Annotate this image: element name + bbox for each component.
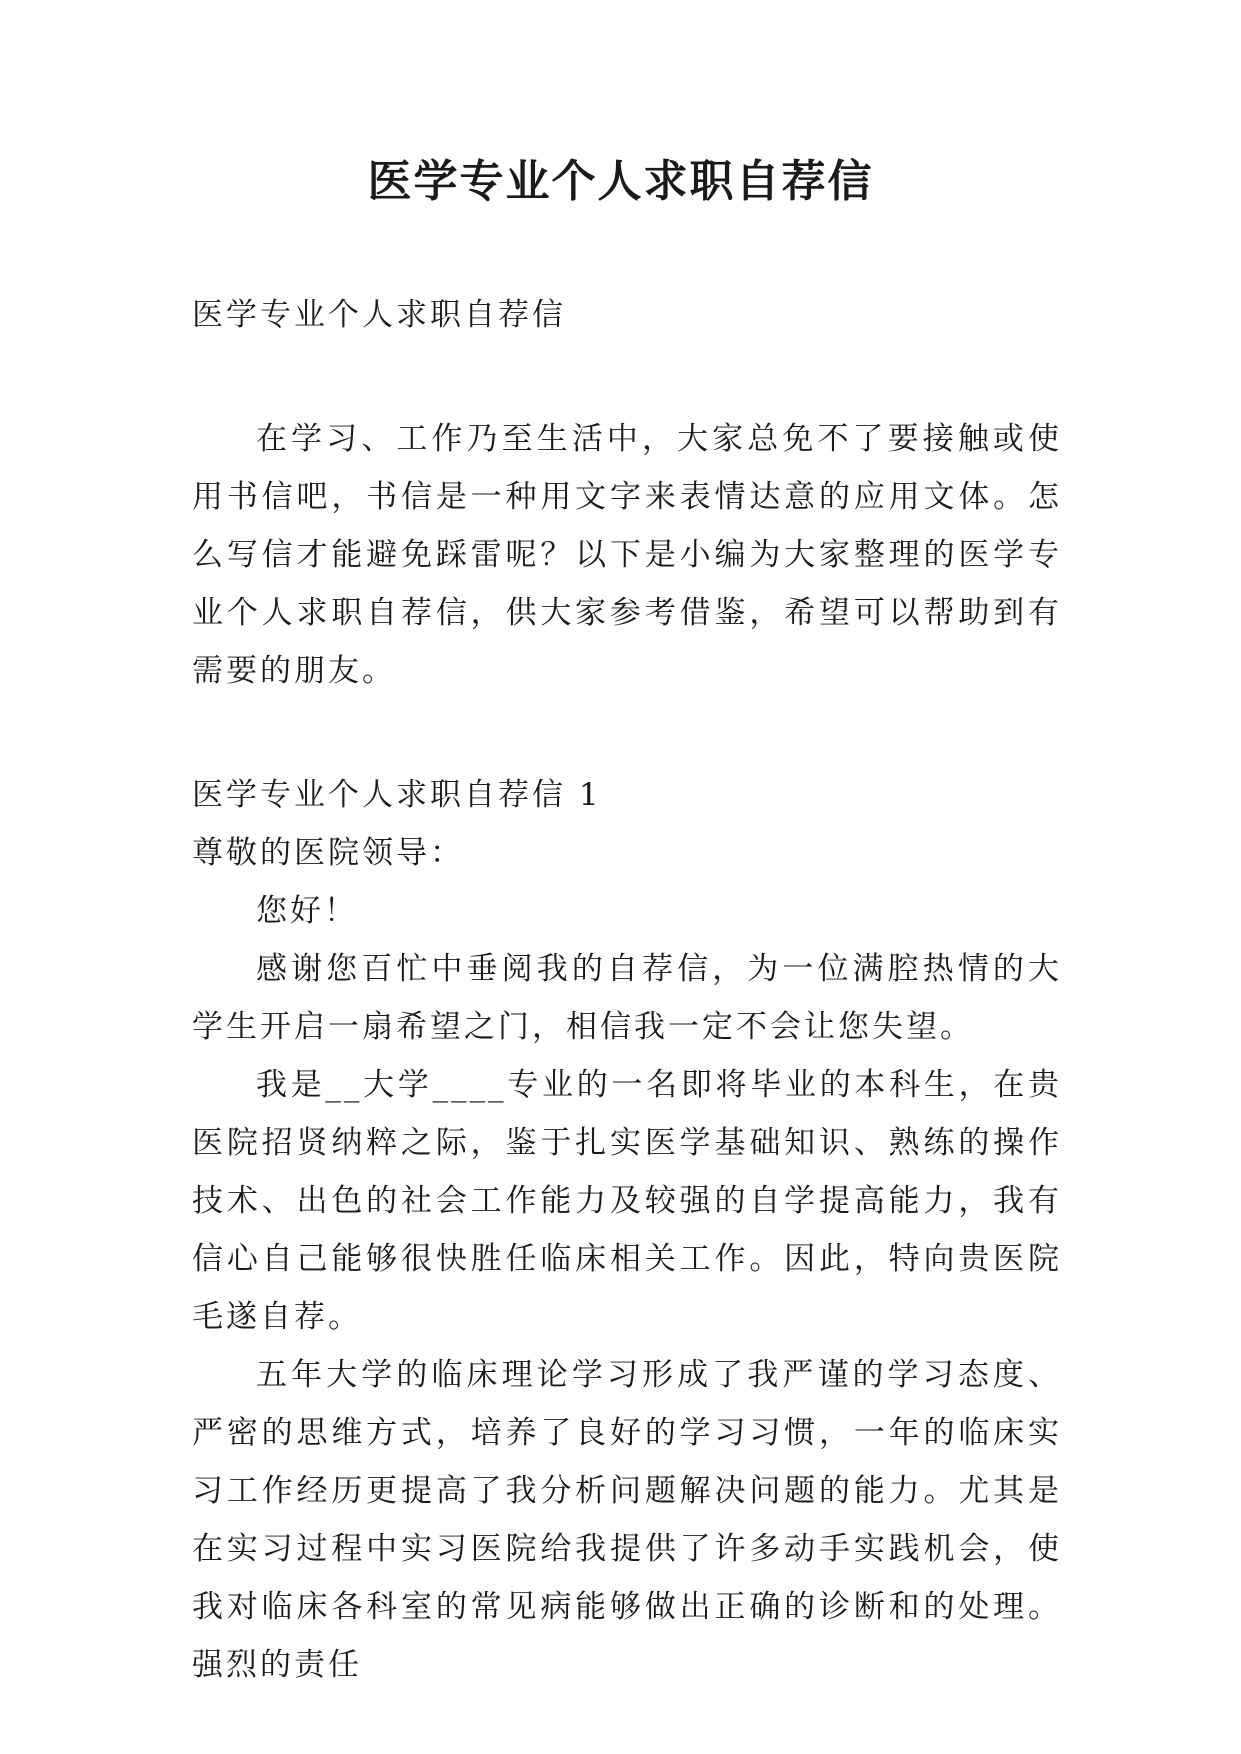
letter-paragraph: 五年大学的临床理论学习形成了我严谨的学习态度、严密的思维方式，培养了良好的学习习惯，一年的临床实习工作经历更提高了我分析问题解决问题的能力。尤其是在实习过程中实习医院给我提供了许多动手实践机会，使我对临床各科室的常见病能够做出正确的诊断和的处理。强烈的责任 (192, 1357, 1062, 1683)
letter-greeting: 您好！ (256, 893, 358, 929)
letter-section (192, 766, 1062, 1694)
letter-paragraph: 我是__大学____专业的一名即将毕业的本科生，在贵医院招贤纳粹之际，鉴于扎实医学基础知识、熟练的操作技术、出色的社会工作能力及较强的自学提高能力，我有信心自己能够很快胜任临床相关工作。因此，特向贵医院毛遂自荐。 (192, 1067, 1062, 1335)
document-subtitle: 医学专业个人求职自荐信 (192, 297, 566, 333)
letter-heading: 医学专业个人求职自荐信 1 (192, 777, 602, 813)
letter-salutation: 尊敬的医院领导： (192, 835, 464, 871)
document-title: 医学专业个人求职自荐信 (367, 156, 874, 207)
letter-paragraph: 感谢您百忙中垂阅我的自荐信，为一位满腔热情的大学生开启一扇希望之门，相信我一定不会让您失望。 (192, 951, 1062, 1045)
intro-paragraph: 在学习、工作乃至生活中，大家总免不了要接触或使用书信吧，书信是一种用文字来表情达意的应用文体。怎么写信才能避免踩雷呢？以下是小编为大家整理的医学专业个人求职自荐信，供大家参考借鉴，希望可以帮助到有需要的朋友。 (192, 421, 1062, 689)
